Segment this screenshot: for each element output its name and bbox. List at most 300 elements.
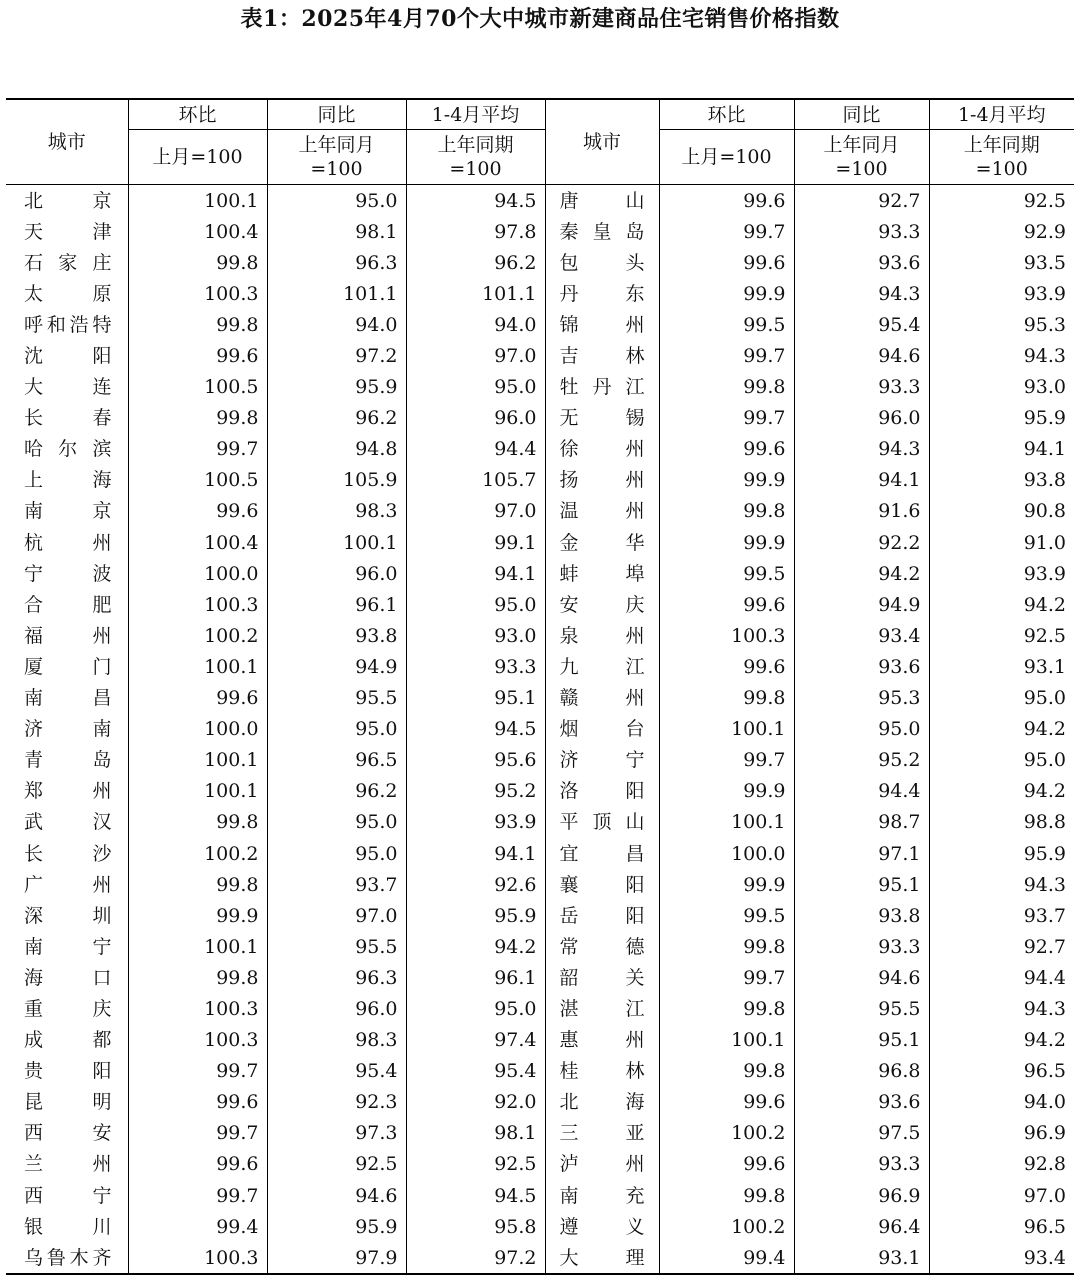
city-name-right: 吉林 [545, 340, 659, 371]
mom-index-right: 99.6 [659, 1149, 794, 1180]
avg-index-right: 95.3 [929, 309, 1074, 340]
city-name: 乌鲁木齐 [6, 1242, 128, 1274]
avg-index-right: 95.0 [929, 745, 1074, 776]
yoy-index: 92.5 [267, 1149, 406, 1180]
table-row [6, 1242, 1074, 1274]
yoy-index-right: 94.2 [794, 558, 929, 589]
avg-index-right: 94.3 [929, 993, 1074, 1024]
avg-index: 105.7 [406, 465, 545, 496]
yoy-index-right: 96.8 [794, 1056, 929, 1087]
yoy-index-right: 94.1 [794, 465, 929, 496]
mom-index-right: 99.6 [659, 247, 794, 278]
mom-index: 100.0 [128, 714, 267, 745]
mom-index-right: 100.3 [659, 620, 794, 651]
city-name: 呼和浩特 [24, 313, 112, 336]
avg-index-right: 94.2 [929, 776, 1074, 807]
avg-index: 95.6 [406, 745, 545, 776]
yoy-index-right: 97.5 [794, 1118, 929, 1149]
mom-index: 99.7 [128, 434, 267, 465]
city-name: 石家庄 [24, 251, 112, 274]
avg-index-right: 94.4 [929, 962, 1074, 993]
yoy-index-right: 96.0 [794, 403, 929, 434]
city-name-right: 宜昌 [545, 838, 659, 869]
avg-index: 94.0 [406, 309, 545, 340]
yoy-index-right: 92.2 [794, 527, 929, 558]
yoy-index: 95.5 [267, 683, 406, 714]
city-name-right: 湛江 [545, 993, 659, 1024]
mom-index: 100.1 [128, 651, 267, 682]
header-city-right: 城市 [545, 99, 659, 185]
header-mom-base: 上月=100 [128, 130, 267, 185]
avg-index: 94.4 [406, 434, 545, 465]
table-row [6, 651, 1074, 682]
mom-index: 100.1 [128, 185, 267, 217]
city-name-right: 赣州 [545, 683, 659, 714]
avg-index-right: 92.9 [929, 216, 1074, 247]
table-row [6, 403, 1074, 434]
mom-index: 99.6 [128, 496, 267, 527]
mom-index-right: 99.8 [659, 683, 794, 714]
yoy-index: 95.0 [267, 714, 406, 745]
mom-index: 99.6 [128, 340, 267, 371]
yoy-index: 96.1 [267, 589, 406, 620]
header-mom-base-right: 上月=100 [659, 130, 794, 185]
header-avg: 1-4月平均 [406, 99, 545, 130]
city-name: 青岛 [24, 749, 112, 772]
yoy-index-right: 93.4 [794, 620, 929, 651]
avg-index-right: 94.2 [929, 714, 1074, 745]
header-yoy-base-line2: =100 [310, 158, 363, 180]
avg-index: 96.2 [406, 247, 545, 278]
yoy-index: 95.9 [267, 372, 406, 403]
city-name: 上海 [24, 469, 112, 492]
avg-index: 95.0 [406, 993, 545, 1024]
avg-index-right: 94.0 [929, 1087, 1074, 1118]
city-name: 济南 [24, 718, 112, 741]
yoy-index: 100.1 [267, 527, 406, 558]
mom-index: 99.8 [128, 247, 267, 278]
table-row [6, 1087, 1074, 1118]
mom-index-right: 99.9 [659, 776, 794, 807]
city-name-right: 安庆 [545, 589, 659, 620]
city-name-right: 大理 [545, 1242, 659, 1274]
avg-index-right: 94.2 [929, 1025, 1074, 1056]
yoy-index-right: 94.6 [794, 340, 929, 371]
mom-index: 99.8 [128, 962, 267, 993]
avg-index: 94.5 [406, 1180, 545, 1211]
yoy-index-right: 95.1 [794, 1025, 929, 1056]
city-name-right: 锦州 [545, 309, 659, 340]
mom-index: 99.6 [128, 1149, 267, 1180]
mom-index-right: 99.7 [659, 962, 794, 993]
avg-index: 93.0 [406, 620, 545, 651]
mom-index-right: 99.8 [659, 1180, 794, 1211]
yoy-index: 97.3 [267, 1118, 406, 1149]
mom-index-right: 99.7 [659, 403, 794, 434]
city-name-right: 济宁 [545, 745, 659, 776]
yoy-index: 95.0 [267, 838, 406, 869]
header-yoy-right: 同比 [794, 99, 929, 130]
city-name-right: 南充 [545, 1180, 659, 1211]
city-name-right: 扬州 [545, 465, 659, 496]
avg-index-right: 96.9 [929, 1118, 1074, 1149]
table-row [6, 340, 1074, 371]
header-mom-right: 环比 [659, 99, 794, 130]
avg-index: 96.1 [406, 962, 545, 993]
yoy-index: 101.1 [267, 278, 406, 309]
city-name: 杭州 [24, 531, 112, 554]
avg-index: 97.8 [406, 216, 545, 247]
city-name: 兰州 [24, 1153, 112, 1176]
yoy-index-right: 92.7 [794, 185, 929, 217]
mom-index-right: 99.9 [659, 278, 794, 309]
yoy-index: 95.5 [267, 931, 406, 962]
mom-index-right: 99.7 [659, 216, 794, 247]
yoy-index-right: 98.7 [794, 807, 929, 838]
avg-index-right: 92.8 [929, 1149, 1074, 1180]
table-row [6, 1211, 1074, 1242]
mom-index-right: 99.6 [659, 1087, 794, 1118]
header-yoy: 同比 [267, 99, 406, 130]
mom-index: 100.2 [128, 838, 267, 869]
header-yoy-base-line2-right: =100 [835, 158, 888, 180]
avg-index-right: 93.8 [929, 465, 1074, 496]
header-city: 城市 [6, 99, 128, 185]
avg-index: 94.5 [406, 714, 545, 745]
city-name: 长春 [24, 407, 112, 430]
city-name: 西安 [24, 1122, 112, 1145]
table-row [6, 496, 1074, 527]
yoy-index-right: 91.6 [794, 496, 929, 527]
table-row [6, 465, 1074, 496]
mom-index: 99.4 [128, 1211, 267, 1242]
yoy-index: 97.2 [267, 340, 406, 371]
city-name-right: 九江 [545, 651, 659, 682]
yoy-index-right: 93.6 [794, 247, 929, 278]
mom-index-right: 99.9 [659, 869, 794, 900]
mom-index-right: 100.1 [659, 807, 794, 838]
mom-index-right: 100.1 [659, 1025, 794, 1056]
mom-index: 100.1 [128, 776, 267, 807]
avg-index: 93.9 [406, 807, 545, 838]
avg-index: 98.1 [406, 1118, 545, 1149]
yoy-index: 96.0 [267, 993, 406, 1024]
city-name-right: 丹东 [545, 278, 659, 309]
avg-index-right: 92.5 [929, 620, 1074, 651]
city-name: 贵阳 [24, 1060, 112, 1083]
table-row [6, 962, 1074, 993]
mom-index-right: 99.7 [659, 340, 794, 371]
avg-index: 95.1 [406, 683, 545, 714]
yoy-index-right: 95.1 [794, 869, 929, 900]
city-name: 成都 [24, 1029, 112, 1052]
header-avg-base [406, 130, 545, 185]
yoy-index-right: 94.3 [794, 278, 929, 309]
mom-index: 99.6 [128, 683, 267, 714]
mom-index-right: 99.6 [659, 651, 794, 682]
city-name-right: 秦皇岛 [545, 216, 659, 247]
yoy-index: 94.8 [267, 434, 406, 465]
yoy-index-right: 96.4 [794, 1211, 929, 1242]
price-index-table [6, 98, 1074, 1275]
mom-index: 99.9 [128, 900, 267, 931]
mom-index-right: 99.8 [659, 1056, 794, 1087]
yoy-index-right: 93.3 [794, 216, 929, 247]
city-name-right: 遵义 [545, 1211, 659, 1242]
avg-index-right: 93.0 [929, 372, 1074, 403]
city-name: 南宁 [24, 935, 112, 958]
header-avg-base-line1: 上年同期 [437, 134, 514, 156]
mom-index: 99.7 [128, 1118, 267, 1149]
avg-index: 101.1 [406, 278, 545, 309]
table-row [6, 838, 1074, 869]
mom-index-right: 99.9 [659, 527, 794, 558]
avg-index-right: 97.0 [929, 1180, 1074, 1211]
city-name-right: 北海 [545, 1087, 659, 1118]
yoy-index: 95.4 [267, 1056, 406, 1087]
yoy-index: 94.0 [267, 309, 406, 340]
mom-index: 99.8 [128, 869, 267, 900]
avg-index-right: 95.9 [929, 838, 1074, 869]
avg-index-right: 96.5 [929, 1211, 1074, 1242]
mom-index-right: 99.5 [659, 309, 794, 340]
mom-index: 99.7 [128, 1056, 267, 1087]
mom-index-right: 99.8 [659, 993, 794, 1024]
yoy-index-right: 93.3 [794, 931, 929, 962]
table-row [6, 714, 1074, 745]
mom-index: 100.1 [128, 931, 267, 962]
yoy-index: 97.0 [267, 900, 406, 931]
table-row [6, 1056, 1074, 1087]
table-row [6, 278, 1074, 309]
mom-index-right: 99.6 [659, 589, 794, 620]
yoy-index-right: 93.3 [794, 1149, 929, 1180]
table-row [6, 247, 1074, 278]
city-name: 南昌 [24, 687, 112, 710]
mom-index: 100.3 [128, 589, 267, 620]
mom-index: 100.2 [128, 620, 267, 651]
city-name: 福州 [24, 624, 112, 647]
mom-index-right: 99.6 [659, 434, 794, 465]
yoy-index-right: 95.5 [794, 993, 929, 1024]
mom-index: 99.7 [128, 1180, 267, 1211]
yoy-index: 98.3 [267, 496, 406, 527]
mom-index-right: 99.8 [659, 931, 794, 962]
city-name-right: 徐州 [545, 434, 659, 465]
avg-index: 97.0 [406, 340, 545, 371]
mom-index: 99.6 [128, 1087, 267, 1118]
yoy-index-right: 95.4 [794, 309, 929, 340]
yoy-index-right: 94.9 [794, 589, 929, 620]
table-body [6, 185, 1074, 1275]
table-row [6, 1149, 1074, 1180]
table-row [6, 1118, 1074, 1149]
table-row [6, 372, 1074, 403]
yoy-index: 93.7 [267, 869, 406, 900]
avg-index: 97.2 [406, 1242, 545, 1274]
city-name-right: 韶关 [545, 962, 659, 993]
mom-index: 100.3 [128, 278, 267, 309]
city-name-right: 洛阳 [545, 776, 659, 807]
avg-index: 92.0 [406, 1087, 545, 1118]
yoy-index: 94.6 [267, 1180, 406, 1211]
table-row [6, 745, 1074, 776]
avg-index-right: 92.7 [929, 931, 1074, 962]
yoy-index: 98.1 [267, 216, 406, 247]
yoy-index: 94.9 [267, 651, 406, 682]
city-name-right: 泸州 [545, 1149, 659, 1180]
avg-index: 95.0 [406, 589, 545, 620]
yoy-index-right: 93.3 [794, 372, 929, 403]
mom-index-right: 99.6 [659, 185, 794, 217]
mom-index-right: 100.1 [659, 714, 794, 745]
table-row [6, 558, 1074, 589]
table-row [6, 1180, 1074, 1211]
avg-index: 96.0 [406, 403, 545, 434]
mom-index-right: 99.5 [659, 558, 794, 589]
avg-index: 94.2 [406, 931, 545, 962]
table-row [6, 776, 1074, 807]
yoy-index-right: 93.8 [794, 900, 929, 931]
table-header [6, 99, 1074, 185]
avg-index-right: 93.9 [929, 278, 1074, 309]
header-yoy-base-line1: 上年同月 [298, 134, 375, 156]
mom-index: 100.4 [128, 216, 267, 247]
mom-index: 99.8 [128, 309, 267, 340]
avg-index-right: 93.9 [929, 558, 1074, 589]
avg-index-right: 94.2 [929, 589, 1074, 620]
table-row [6, 527, 1074, 558]
city-name: 沈阳 [24, 345, 112, 368]
city-name: 北京 [24, 189, 112, 212]
avg-index: 95.8 [406, 1211, 545, 1242]
table-row [6, 683, 1074, 714]
yoy-index-right: 95.0 [794, 714, 929, 745]
city-name: 南京 [24, 500, 112, 523]
city-name: 大连 [24, 376, 112, 399]
avg-index: 92.5 [406, 1149, 545, 1180]
yoy-index-right: 94.4 [794, 776, 929, 807]
yoy-index: 97.9 [267, 1242, 406, 1274]
yoy-index: 93.8 [267, 620, 406, 651]
city-name: 厦门 [24, 655, 112, 678]
mom-index-right: 99.8 [659, 372, 794, 403]
avg-index-right: 91.0 [929, 527, 1074, 558]
table-row [6, 869, 1074, 900]
city-name-right: 桂林 [545, 1056, 659, 1087]
mom-index: 100.1 [128, 745, 267, 776]
yoy-index: 95.0 [267, 185, 406, 217]
city-name-right: 温州 [545, 496, 659, 527]
avg-index-right: 94.3 [929, 869, 1074, 900]
mom-index-right: 99.5 [659, 900, 794, 931]
avg-index-right: 92.5 [929, 185, 1074, 217]
city-name: 海口 [24, 966, 112, 989]
city-name-right: 泉州 [545, 620, 659, 651]
avg-index: 94.1 [406, 838, 545, 869]
city-name: 合肥 [24, 593, 112, 616]
header-avg-right: 1-4月平均 [929, 99, 1074, 130]
yoy-index-right: 96.9 [794, 1180, 929, 1211]
yoy-index-right: 95.3 [794, 683, 929, 714]
mom-index-right: 100.2 [659, 1118, 794, 1149]
city-name: 武汉 [24, 811, 112, 834]
table-row [6, 807, 1074, 838]
yoy-index: 95.0 [267, 807, 406, 838]
avg-index-right: 90.8 [929, 496, 1074, 527]
avg-index-right: 94.3 [929, 340, 1074, 371]
yoy-index: 96.2 [267, 403, 406, 434]
table-row [6, 589, 1074, 620]
city-name-right: 平顶山 [545, 807, 659, 838]
header-avg-base-right [929, 130, 1074, 185]
mom-index-right: 99.8 [659, 496, 794, 527]
yoy-index-right: 97.1 [794, 838, 929, 869]
yoy-index: 96.2 [267, 776, 406, 807]
city-name: 宁波 [24, 562, 112, 585]
avg-index-right: 93.4 [929, 1242, 1074, 1274]
mom-index-right: 99.7 [659, 745, 794, 776]
avg-index: 95.0 [406, 372, 545, 403]
yoy-index-right: 93.6 [794, 651, 929, 682]
city-name-right: 包头 [545, 247, 659, 278]
yoy-index: 92.3 [267, 1087, 406, 1118]
header-avg-base-line2: =100 [449, 158, 502, 180]
mom-index: 100.3 [128, 1025, 267, 1056]
mom-index: 100.4 [128, 527, 267, 558]
yoy-index: 96.3 [267, 247, 406, 278]
yoy-index-right: 94.3 [794, 434, 929, 465]
yoy-index: 96.0 [267, 558, 406, 589]
table-title: 表1：2025年4月70个大中城市新建商品住宅销售价格指数 [240, 6, 840, 32]
avg-index-right: 96.5 [929, 1056, 1074, 1087]
yoy-index-right: 93.6 [794, 1087, 929, 1118]
table-row [6, 993, 1074, 1024]
avg-index: 95.2 [406, 776, 545, 807]
mom-index-right: 99.4 [659, 1242, 794, 1274]
city-name-right: 无锡 [545, 403, 659, 434]
city-name-right: 岳阳 [545, 900, 659, 931]
city-name-right: 惠州 [545, 1025, 659, 1056]
city-name: 广州 [24, 873, 112, 896]
avg-index-right: 93.7 [929, 900, 1074, 931]
city-name-right: 常德 [545, 931, 659, 962]
avg-index: 94.5 [406, 185, 545, 217]
mom-index: 100.0 [128, 558, 267, 589]
yoy-index: 105.9 [267, 465, 406, 496]
header-avg-base-line2-right: =100 [975, 158, 1028, 180]
city-name: 哈尔滨 [24, 438, 112, 461]
mom-index-right: 100.2 [659, 1211, 794, 1242]
mom-index: 100.5 [128, 372, 267, 403]
avg-index: 95.4 [406, 1056, 545, 1087]
mom-index: 100.5 [128, 465, 267, 496]
avg-index-right: 93.1 [929, 651, 1074, 682]
city-name: 郑州 [24, 780, 112, 803]
yoy-index: 96.5 [267, 745, 406, 776]
avg-index-right: 94.1 [929, 434, 1074, 465]
mom-index: 99.8 [128, 403, 267, 434]
city-name: 深圳 [24, 904, 112, 927]
table-row [6, 216, 1074, 247]
yoy-index-right: 95.2 [794, 745, 929, 776]
city-name-right: 唐山 [545, 185, 659, 217]
yoy-index-right: 94.6 [794, 962, 929, 993]
city-name-right: 烟台 [545, 714, 659, 745]
avg-index: 95.9 [406, 900, 545, 931]
table-row [6, 434, 1074, 465]
header-yoy-base-line1-right: 上年同月 [823, 134, 900, 156]
